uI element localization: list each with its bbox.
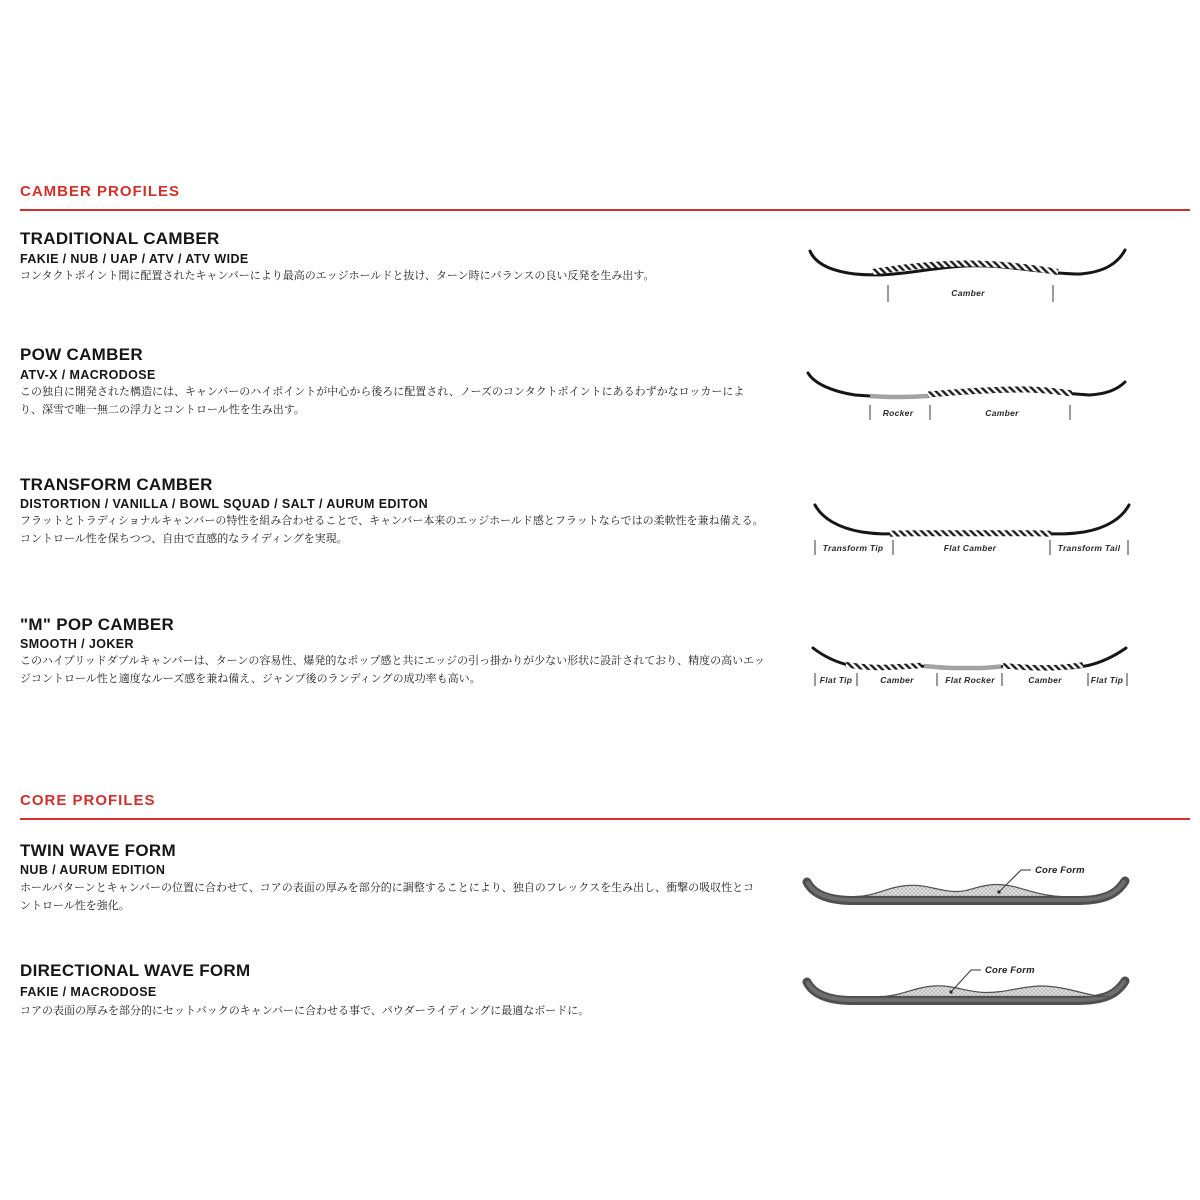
board-profile (815, 505, 1129, 534)
diagram-label-flat-camber: Flat Camber (943, 543, 997, 553)
traditional-camber-diagram (800, 241, 1135, 309)
diagram-label-flat-tip-right: Flat Tip (1090, 675, 1124, 685)
twin-wave-form-models: NUB / AURUM EDITION (20, 863, 166, 877)
directional-wave-form-models: FAKIE / MACRODOSE (20, 985, 157, 999)
m-pop-camber-diagram (800, 640, 1135, 690)
traditional-camber-title: TRADITIONAL CAMBER (20, 229, 220, 248)
transform-camber-models: DISTORTION / VANILLA / BOWL SQUAD / SALT / AURUM EDITON (20, 497, 429, 511)
camber-hatch-segment-left (846, 665, 922, 668)
camber-hatch-segment-right (1003, 665, 1083, 668)
directional-wave-form-diagram (795, 950, 1140, 1015)
pow-camber-models: ATV-X / MACRODOSE (20, 368, 156, 382)
flat-camber-hatch-segment (890, 533, 1052, 534)
twin-wave-form-diagram (795, 850, 1140, 915)
m-pop-camber-description: このハイブリッドダブルキャンバーは、ターンの容易性、爆発的なポップ感と共にエッジの引っ掛かりが少ない形状に設計されており、精度の高いエッジコントロール性と適度なルーズ感を兼ね備え、ジャンプ後のランディングの成功率も高い。 (20, 655, 765, 685)
camber-hatch-segment (872, 264, 1058, 273)
pow-camber-description: この独自に開発された構造には、キャンバーのハイポイントが中心から後ろに配置され、ノーズのコンタクトポイントにあるわずかなロッカーにより、深雪で唯一無二の浮力とコントロール性を生み出す。 (20, 386, 745, 416)
pow-camber-title: POW CAMBER (20, 345, 143, 364)
core-profiles-heading: CORE PROFILES (20, 792, 156, 809)
pow-camber-diagram (800, 365, 1135, 423)
diagram-label-transform-tip: Transform Tip (822, 543, 884, 553)
diagram-label-flat-tip-left: Flat Tip (819, 675, 853, 685)
camber-profiles-divider (20, 209, 1190, 211)
m-pop-camber-title: "M" POP CAMBER (20, 615, 175, 634)
diagram-label-camber-right: Camber (1028, 675, 1062, 685)
twin-wave-form-description: ホールパターンとキャンバーの位置に合わせて、コアの表面の厚みを部分的に調整することにより、独自のフレックスを生み出し、衝撃の吸収性とコントロール性を強化。 (20, 882, 755, 912)
directional-wave-form-title: DIRECTIONAL WAVE FORM (20, 961, 251, 980)
diagram-label-transform-tail: Transform Tail (1057, 543, 1121, 553)
core-form-shape (855, 884, 1061, 896)
traditional-camber-models: FAKIE / NUB / UAP / ATV / ATV WIDE (20, 252, 249, 266)
directional-wave-form-description: コアの表面の厚みを部分的にセットバックのキャンバーに合わせる事で、パウダーライディングに最適なボードに。 (20, 1005, 590, 1017)
camber-profiles-heading: CAMBER PROFILES (20, 183, 181, 200)
twin-wave-form-title: TWIN WAVE FORM (20, 841, 176, 860)
diagram-label-camber: Camber (951, 288, 985, 298)
core-profiles-divider (20, 818, 1190, 820)
rocker-segment (870, 396, 928, 397)
m-pop-camber-models: SMOOTH / JOKER (20, 637, 134, 651)
traditional-camber-description: コンタクトポイント間に配置されたキャンバーにより最高のエッジホールドと抜け、ターン時にバランスの良い反発を生み出す。 (20, 270, 655, 282)
flat-rocker-segment (924, 666, 1001, 668)
transform-camber-title: TRANSFORM CAMBER (20, 475, 213, 494)
diagram-label-camber: Camber (985, 408, 1019, 418)
camber-hatch-segment (928, 389, 1072, 394)
core-form-label: Core Form (1035, 865, 1085, 876)
core-form-label: Core Form (985, 965, 1035, 976)
diagram-label-rocker: Rocker (882, 408, 914, 418)
diagram-label-flat-rocker: Flat Rocker (945, 675, 995, 685)
transform-camber-description: フラットとトラディショナルキャンバーの特性を組み合わせることで、キャンバー本来のエッジホールド感とフラットならではの柔軟性を兼ね備える。コントロール性を保ちつつ、自由で直感的なライディングを実現。 (20, 515, 764, 545)
core-form-shape (880, 986, 1109, 997)
diagram-label-camber-left: Camber (880, 675, 914, 685)
transform-camber-diagram (800, 498, 1135, 560)
